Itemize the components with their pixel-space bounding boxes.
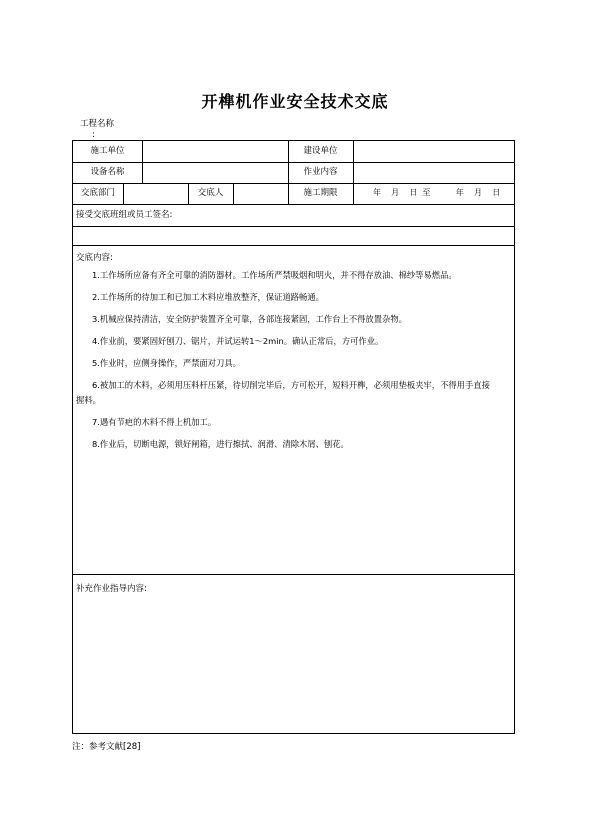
briefer-label: 交底人 [197,188,224,198]
row-divider [73,574,514,575]
footer-note: 注：参考文献[28] [72,742,141,752]
work-content-field[interactable] [357,162,507,182]
briefing-dept-field[interactable] [126,183,186,203]
construction-unit-field[interactable] [145,141,285,161]
col-divider [233,183,234,204]
row-divider [73,226,514,227]
row-divider [73,245,514,246]
col-divider [353,141,354,204]
construction-period-label: 施工期限 [303,188,338,198]
content-item: 7.遇有节疤的木料不得上机加工。 [92,417,217,427]
briefing-content [76,268,494,459]
content-item: 6.被加工的木料，必须用压料杆压紧，待切削完毕后，方可松开，短料开榫，必须用垫板夹牢，不得用手直接握料。 [76,380,490,405]
builder-unit-field[interactable] [357,141,507,161]
briefer-field[interactable] [236,183,286,203]
project-name-label [80,119,114,141]
supplement-label: 补充作业指导内容: [76,584,147,594]
content-item: 8.作业后，切断电源，锁好闸箱，进行擦拭、润滑、清除木屑、刨花。 [92,439,349,449]
content-item: 5.作业时，应侧身操作，严禁面对刀具。 [92,358,241,368]
construction-unit-label: 施工单位 [90,146,125,156]
construction-period-value[interactable]: 年 月 日 至 年 月 日 [373,188,501,197]
content-item: 3.机械应保持清洁，安全防护装置齐全可靠，各部连接紧固，工作台上不得放置杂物。 [92,314,407,324]
content-label: 交底内容: [76,253,113,263]
receiver-signature-label: 接受交底班组或员工签名: [76,210,173,220]
col-divider [123,183,124,204]
project-name-colon: : [92,130,95,140]
col-divider [142,141,143,183]
content-item: 4.作业前，要紧固好刨刀、锯片，并试运转1～2min。确认正常后，方可作业。 [92,336,384,346]
briefing-form [72,140,515,734]
equipment-name-label: 设备名称 [90,167,125,177]
content-item: 1.工作场所应备有齐全可靠的消防器材。工作场所严禁吸烟和明火，并不得存放油、棉纱等易燃品。 [92,270,457,280]
equipment-name-field[interactable] [145,162,285,182]
briefing-dept-label: 交底部门 [80,188,115,198]
project-name-text: 工程名称 [80,119,115,129]
page-title: 开榫机作业安全技术交底 [201,92,389,111]
content-item: 2.工作场所的待加工和已加工木料应堆放整齐，保证道路畅通。 [92,292,324,302]
work-content-label: 作业内容 [303,167,338,177]
builder-unit-label: 建设单位 [303,146,338,156]
